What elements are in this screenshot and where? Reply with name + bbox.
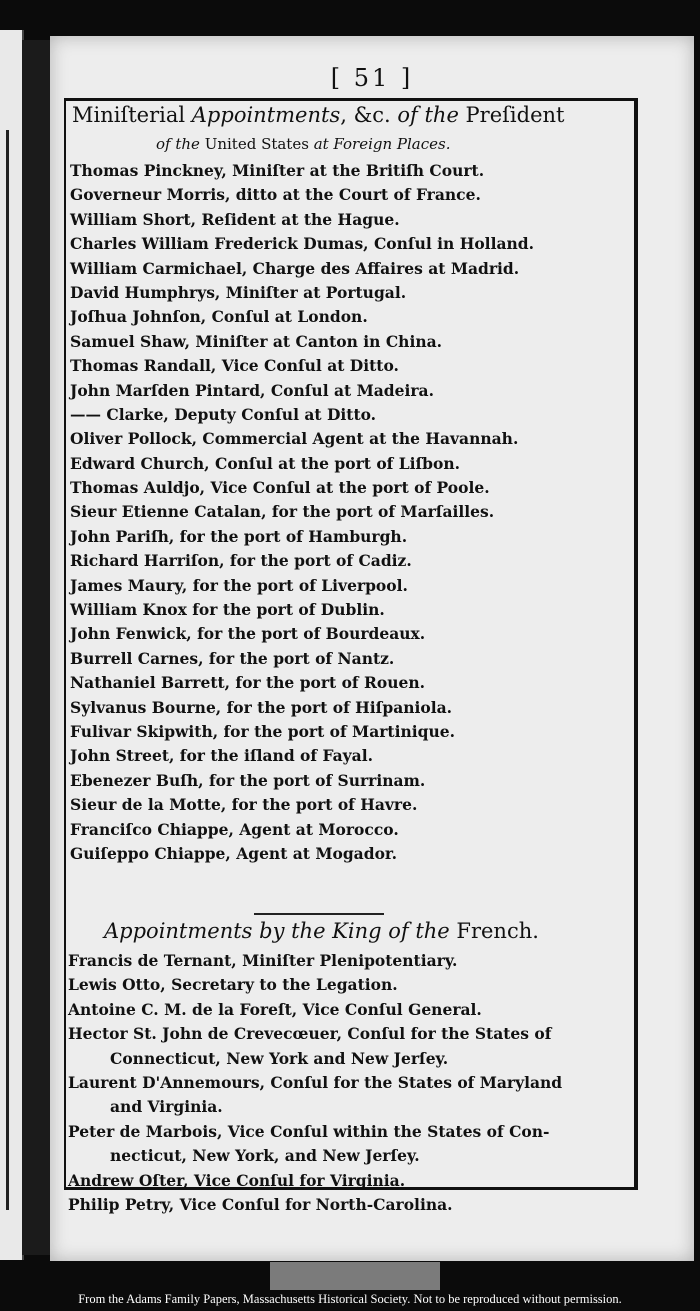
appointment-entry: Nathaniel Barrett, for the port of Rouen. bbox=[70, 673, 426, 693]
section-title-french bbox=[104, 919, 539, 943]
appointment-entry: Charles William Frederick Dumas, Conſul in Holland. bbox=[70, 234, 535, 254]
appointment-entry: Burrell Carnes, for the port of Nantz. bbox=[70, 648, 395, 668]
adjacent-page-edge bbox=[0, 30, 24, 1260]
appointment-entry: Thomas Randall, Vice Conſul at Ditto. bbox=[70, 356, 399, 376]
subtitle-part: of the bbox=[156, 135, 200, 153]
appointment-entry: Edward Church, Conſul at the port of Liſbon. bbox=[70, 453, 461, 473]
appointment-entry: Richard Harriſon, for the port of Cadiz. bbox=[70, 551, 412, 571]
appointment-entry: William Carmichael, Charge des Affaires at Madrid. bbox=[70, 258, 520, 278]
page-number: [ 51 ] bbox=[330, 64, 414, 92]
appointment-entry: Lewis Otto, Secretary to the Legation. bbox=[68, 975, 398, 995]
appointment-entry: James Maury, for the port of Liverpool. bbox=[70, 575, 408, 595]
ministerial-appointments-list bbox=[66, 159, 632, 866]
subtitle-part: United States bbox=[199, 135, 314, 153]
appointment-entry: John Marſden Pintard, Conſul at Madeira. bbox=[70, 380, 434, 400]
appointment-entry: Oliver Pollock, Commercial Agent at the Havannah. bbox=[70, 429, 519, 449]
appointment-entry: John Street, for the iſland of Fayal. bbox=[70, 746, 373, 766]
appointment-entry: Sylvanus Bourne, for the port of Hiſpaniola. bbox=[70, 697, 453, 717]
appointment-entry: John Pariſh, for the port of Hamburgh. bbox=[70, 526, 408, 546]
appointment-entry: John Fenwick, for the port of Bourdeaux. bbox=[70, 624, 426, 644]
attribution-footer: From the Adams Family Papers, Massachusetts Historical Society. Not to be reproduced without permission. bbox=[78, 1292, 622, 1306]
appointment-entry: Thomas Pinckney, Miniſter at the Britiſh Court. bbox=[70, 161, 485, 180]
appointment-entry: Andrew Oſter, Vice Conſul for Virginia. bbox=[68, 1170, 406, 1190]
appointment-entry-continuation: necticut, New York, and New Jerſey. bbox=[110, 1146, 420, 1166]
appointment-entry: Laurent D'Annemours, Conſul for the States of Maryland bbox=[68, 1073, 563, 1093]
french-appointments-list bbox=[66, 949, 632, 1217]
appointment-entry: Sieur Etienne Catalan, for the port of Marſailles. bbox=[70, 502, 495, 522]
book-gutter bbox=[22, 40, 50, 1255]
document-page bbox=[50, 36, 694, 1261]
appointment-entry: Franciſco Chiappe, Agent at Morocco. bbox=[70, 819, 399, 839]
text-frame bbox=[64, 98, 638, 1215]
appointment-entry: Philip Petry, Vice Conſul for North-Carolina. bbox=[68, 1195, 453, 1215]
subtitle-part: at Foreign Places. bbox=[313, 135, 451, 153]
appointment-entry: William Knox for the port of Dublin. bbox=[70, 600, 385, 620]
appointment-entry: Fulivar Skipwith, for the port of Martinique. bbox=[70, 721, 455, 741]
title-part: Appointments by the King of the bbox=[104, 919, 450, 943]
section-subtitle-ministerial bbox=[156, 135, 451, 153]
title-part: , &c. bbox=[340, 103, 398, 127]
appointment-entry: Francis de Ternant, Miniſter Plenipotentiary. bbox=[68, 951, 458, 970]
appointment-entry: Antoine C. M. de la Foreſt, Vice Conſul General. bbox=[68, 999, 482, 1019]
title-part: Miniſterial bbox=[72, 103, 192, 127]
appointment-entry: Governeur Morris, ditto at the Court of France. bbox=[70, 185, 481, 205]
appointment-entry: Joſhua Johnſon, Conſul at London. bbox=[70, 307, 368, 327]
section-divider bbox=[254, 913, 384, 915]
appointment-entry: Peter de Marbois, Vice Conſul within the States of Con- bbox=[68, 1121, 550, 1141]
title-part: French. bbox=[449, 919, 539, 943]
appointment-entry-continuation: Connecticut, New York and New Jerſey. bbox=[110, 1048, 449, 1068]
appointment-entry: Samuel Shaw, Miniſter at Canton in China. bbox=[70, 331, 443, 351]
appointment-entry: Guiſeppo Chiappe, Agent at Mogador. bbox=[70, 843, 398, 863]
appointment-entry: Thomas Auldjo, Vice Conſul at the port of Poole. bbox=[70, 478, 490, 498]
title-part: Appointments bbox=[191, 103, 341, 127]
title-part: of the bbox=[397, 103, 459, 127]
appointment-entry: David Humphrys, Miniſter at Portugal. bbox=[70, 282, 407, 302]
appointment-entry: Sieur de la Motte, for the port of Havre. bbox=[70, 795, 418, 815]
appointment-entry-continuation: and Virginia. bbox=[110, 1097, 223, 1117]
paper-scrap bbox=[270, 1262, 440, 1290]
appointment-entry: Hector St. John de Crevecœuer, Conſul for the States of bbox=[68, 1024, 552, 1044]
section-title-ministerial bbox=[72, 103, 632, 128]
page-border-line bbox=[6, 130, 9, 1210]
appointment-entry: —— Clarke, Deputy Conſul at Ditto. bbox=[70, 404, 377, 424]
appointment-entry: Ebenezer Buſh, for the port of Surrinam. bbox=[70, 770, 426, 790]
appointment-entry: William Short, Reſident at the Hague. bbox=[70, 209, 400, 229]
title-part: Preſident bbox=[458, 103, 565, 127]
